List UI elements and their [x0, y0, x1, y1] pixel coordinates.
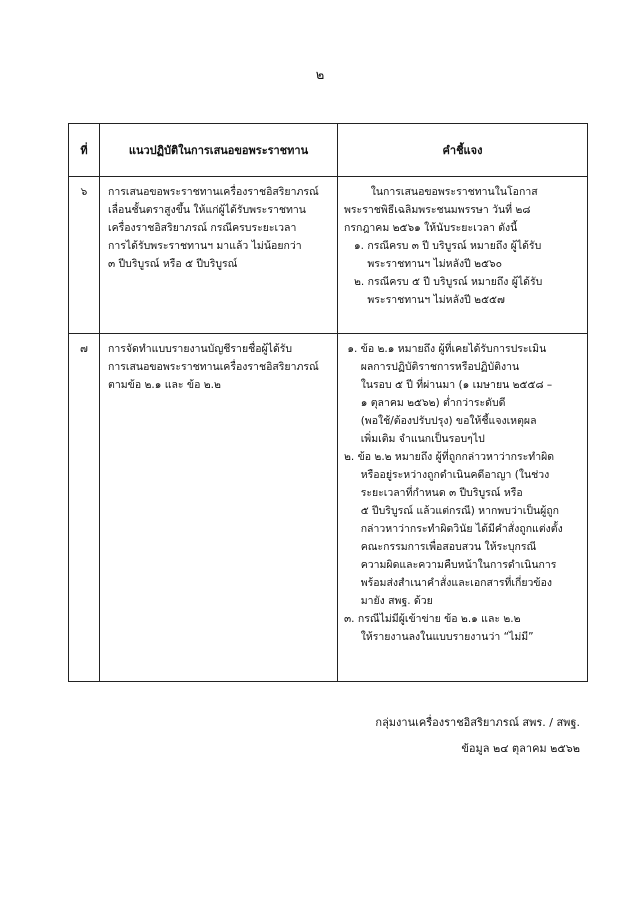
- explanation-line: ๕ ปีบริบูรณ์ แล้วแต่กรณี) หากพบว่าเป็นผู้ถูก: [344, 505, 560, 517]
- explanation-line: ในรอบ ๕ ปี ที่ผ่านมา (๑ เมษายน ๒๕๕๘ –: [344, 379, 553, 391]
- footer-department: กลุ่มงานเครื่องราชอิสริยาภรณ์ สพร. / สพฐ.: [375, 716, 580, 729]
- explanation-line: (พอใช้/ต้องปรับปรุง) ขอให้ชี้แจงเหตุผล: [344, 415, 537, 427]
- guideline-cell: [100, 334, 338, 682]
- row-number: ๗: [69, 334, 100, 682]
- explanation-cell: [338, 177, 588, 334]
- guideline-line: การจัดทำแบบรายงานบัญชีรายชื่อผู้ได้รับ: [108, 343, 293, 355]
- header-guideline: แนวปฏิบัติในการเสนอขอพระราชทาน: [100, 124, 338, 177]
- explanation-line: ๑. ข้อ ๒.๑ หมายถึง ผู้ที่เคยได้รับการประเมิน: [344, 343, 547, 355]
- explanation-line: เพิ่มเติม จำแนกเป็นรอบๆไป: [344, 433, 485, 445]
- header-explanation: คำชี้แจง: [338, 124, 588, 177]
- guideline-line: ตามข้อ ๒.๑ และ ข้อ ๒.๒: [108, 379, 221, 391]
- explanation-line: กรกฎาคม ๒๕๖๑ ให้นับระยะเวลา ดังนี้: [344, 222, 518, 234]
- table-row: [69, 177, 588, 334]
- explanation-line: ในการเสนอขอพระราชทานในโอกาส: [344, 186, 538, 198]
- guideline-line: ๓ ปีบริบูรณ์ หรือ ๕ ปีบริบูรณ์: [108, 258, 238, 270]
- explanation-line: มายัง สพฐ. ด้วย: [344, 595, 433, 607]
- guideline-table: [68, 123, 588, 682]
- explanation-line: ๓. กรณีไม่มีผู้เข้าข่าย ข้อ ๒.๑ และ ๒.๒: [344, 613, 521, 625]
- table-row: [69, 334, 588, 682]
- explanation-cell: [338, 334, 588, 682]
- page-number: ๒: [315, 68, 325, 83]
- explanation-line: พระราชทานฯ ไม่หลังปี ๒๕๕๗: [344, 294, 505, 306]
- explanation-line: พระราชพิธีเฉลิมพระชนมพรรษา วันที่ ๒๘: [344, 204, 531, 216]
- explanation-line: คณะกรรมการเพื่อสอบสวน ให้ระบุกรณี: [344, 541, 537, 553]
- header-no: ที่: [69, 124, 100, 177]
- guideline-line: เลื่อนชั้นตราสูงขึ้น ให้แก่ผู้ได้รับพระราชทาน: [108, 204, 306, 216]
- footer-date: ข้อมูล ๒๔ ตุลาคม ๒๕๖๒: [461, 742, 580, 755]
- explanation-line: หรืออยู่ระหว่างถูกดำเนินคดีอาญา (ในช่วง: [344, 469, 550, 481]
- guideline-line: การเสนอขอพระราชทานเครื่องราชอิสริยาภรณ์: [108, 361, 319, 373]
- explanation-line: กล่าวหาว่ากระทำผิดวินัย ได้มีคำสั่งถูกแต่งตั้ง: [344, 523, 563, 535]
- guideline-line: เครื่องราชอิสริยาภรณ์ กรณีครบระยะเวลา: [108, 222, 297, 234]
- explanation-line: ๒. กรณีครบ ๕ ปี บริบูรณ์ หมายถึง ผู้ได้รับ: [344, 276, 543, 288]
- guideline-cell: [100, 177, 338, 334]
- explanation-line: พร้อมส่งสำเนาคำสั่งและเอกสารที่เกี่ยวข้อง: [344, 577, 553, 589]
- explanation-line: ผลการปฏิบัติราชการหรือปฏิบัติงาน: [344, 361, 520, 373]
- explanation-line: พระราชทานฯ ไม่หลังปี ๒๕๖๐: [344, 258, 503, 270]
- row-number: ๖: [69, 177, 100, 334]
- guideline-line: การได้รับพระราชทานฯ มาแล้ว ไม่น้อยกว่า: [108, 240, 302, 252]
- explanation-line: ให้รายงานลงในแบบรายงานว่า “ไม่มี”: [344, 631, 534, 643]
- explanation-line: ระยะเวลาที่กำหนด ๓ ปีบริบูรณ์ หรือ: [344, 487, 523, 499]
- table-header-row: [69, 124, 588, 177]
- explanation-line: ๑ ตุลาคม ๒๕๖๒) ต่ำกว่าระดับดี: [344, 397, 506, 409]
- guideline-line: การเสนอขอพระราชทานเครื่องราชอิสริยาภรณ์: [108, 186, 319, 198]
- explanation-line: ๒. ข้อ ๒.๒ หมายถึง ผู้ที่ถูกกล่าวหาว่ากระทำผิด: [344, 451, 555, 463]
- explanation-line: ความผิดและความคืบหน้าในการดำเนินการ: [344, 559, 557, 571]
- explanation-line: ๑. กรณีครบ ๓ ปี บริบูรณ์ หมายถึง ผู้ได้รับ: [344, 240, 542, 252]
